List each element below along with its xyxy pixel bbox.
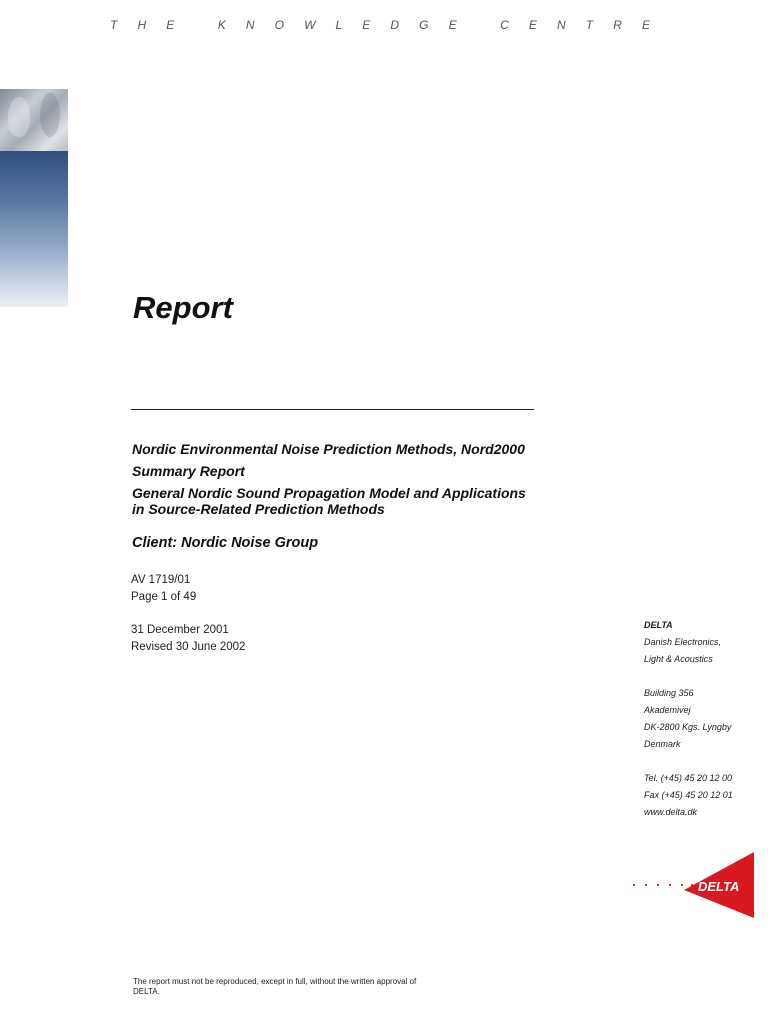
subject-line-4: in Source-Related Prediction Methods xyxy=(132,501,385,517)
report-title: Report xyxy=(133,290,233,325)
telephone: Tel. (+45) 45 20 12 00 xyxy=(644,773,732,783)
company-description-1: Danish Electronics, xyxy=(644,637,722,647)
fax: Fax (+45) 45 20 12 01 xyxy=(644,790,733,800)
decorative-photo-strip xyxy=(0,89,68,151)
report-date: 31 December 2001 xyxy=(131,624,229,636)
address-line-3: DK-2800 Kgs. Lyngby xyxy=(644,722,732,732)
report-references xyxy=(131,572,245,656)
header-tagline: T H E K N O W L E D G E C E N T R E xyxy=(110,18,650,32)
logo-wordmark: DELTA xyxy=(698,879,740,894)
report-number: AV 1719/01 xyxy=(131,574,191,586)
client-line: Client: Nordic Noise Group xyxy=(132,535,319,551)
company-contact-block xyxy=(644,617,762,821)
delta-logo xyxy=(630,850,756,920)
reproduction-notice: The report must not be reproduced, except in full, without the written approval of DELTA. xyxy=(133,977,417,996)
website: www.delta.dk xyxy=(644,807,698,817)
report-subject xyxy=(132,441,552,557)
subject-line-3: General Nordic Sound Propagation Model and Applications xyxy=(132,485,526,501)
subject-line-2: Summary Report xyxy=(132,463,245,479)
company-description-2: Light & Acoustics xyxy=(644,654,713,664)
company-name: DELTA xyxy=(644,620,673,630)
logo-dots xyxy=(633,884,693,886)
revised-date: Revised 30 June 2002 xyxy=(131,641,246,653)
page-count: Page 1 of 49 xyxy=(131,591,197,603)
address-line-2: Akademivej xyxy=(644,705,691,715)
address-line-1: Building 356 xyxy=(644,688,694,698)
title-divider xyxy=(131,409,534,410)
subject-line-1: Nordic Environmental Noise Prediction Methods, Nord2000 xyxy=(132,441,525,457)
address-line-4: Denmark xyxy=(644,739,681,749)
decorative-gradient-band xyxy=(0,151,68,307)
